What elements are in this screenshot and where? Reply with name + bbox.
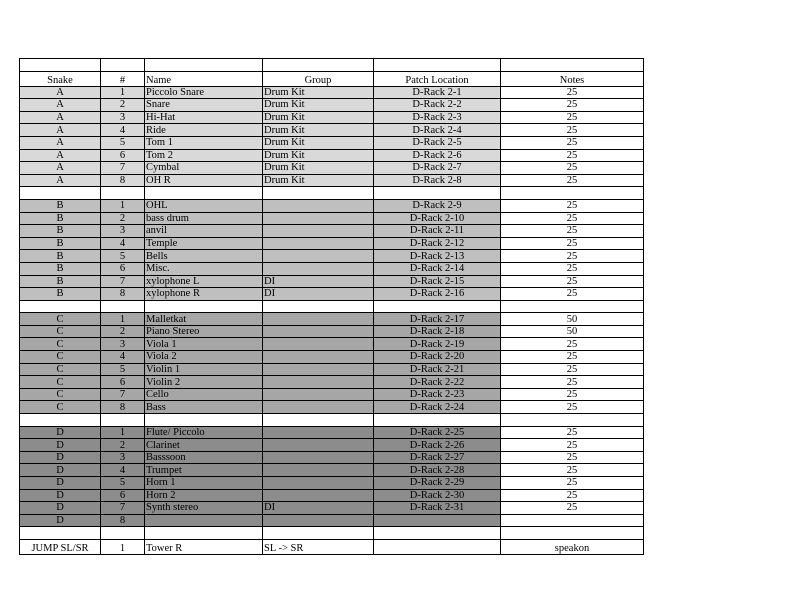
cell-group[interactable]: Drum Kit [263,124,374,137]
header-row [20,71,644,86]
blank-cell[interactable] [374,187,501,200]
table-row [20,162,644,175]
cell-patch[interactable] [374,539,501,554]
cell-num[interactable]: 8 [101,288,145,301]
cell-patch[interactable]: D-Rack 2-31 [374,502,501,515]
cell-snake[interactable]: A [20,136,101,149]
cell-snake[interactable]: A [20,86,101,99]
cell-notes[interactable]: 50 [501,313,644,326]
table-row [20,401,644,414]
cell-patch[interactable]: D-Rack 2-11 [374,225,501,238]
cell-notes[interactable]: 25 [501,363,644,376]
cell-notes[interactable]: 25 [501,250,644,263]
cell-num[interactable]: 3 [101,451,145,464]
cell-patch[interactable]: D-Rack 2-4 [374,124,501,137]
cell-num[interactable]: 1 [101,199,145,212]
cell-patch[interactable]: D-Rack 2-17 [374,313,501,326]
cell-notes[interactable]: 25 [501,275,644,288]
cell-patch[interactable]: D-Rack 2-24 [374,401,501,414]
cell-name[interactable]: Tom 1 [145,136,263,149]
cell-notes[interactable]: 25 [501,502,644,515]
header-group[interactable]: Group [263,71,374,86]
blank-row [20,414,644,427]
cell-group[interactable] [263,262,374,275]
cell-snake[interactable]: C [20,338,101,351]
cell-name[interactable]: Temple [145,237,263,250]
cell-patch[interactable]: D-Rack 2-12 [374,237,501,250]
cell-name[interactable]: Piccolo Snare [145,86,263,99]
cell-notes[interactable]: 25 [501,439,644,452]
table-row [20,225,644,238]
cell-snake[interactable]: A [20,99,101,112]
cell-patch[interactable]: D-Rack 2-10 [374,212,501,225]
cell-patch[interactable]: D-Rack 2-18 [374,325,501,338]
cell-patch[interactable]: D-Rack 2-20 [374,351,501,364]
table-row [20,313,644,326]
cell-name[interactable]: xylophone R [145,288,263,301]
blank-cell[interactable] [263,527,374,540]
blank-cell[interactable] [263,187,374,200]
cell-patch[interactable]: D-Rack 2-27 [374,451,501,464]
cell-group[interactable]: DI [263,288,374,301]
cell-group[interactable]: Drum Kit [263,174,374,187]
table-row [20,288,644,301]
cell-group[interactable]: SL -> SR [263,539,374,554]
cell-patch[interactable]: D-Rack 2-5 [374,136,501,149]
cell-notes[interactable]: 25 [501,489,644,502]
cell-group[interactable] [263,237,374,250]
cell-notes[interactable]: 25 [501,86,644,99]
cell-patch[interactable]: D-Rack 2-29 [374,477,501,490]
header-snake[interactable]: Snake [20,71,101,86]
cell-num[interactable]: 4 [101,237,145,250]
cell-group[interactable] [263,313,374,326]
header-name[interactable]: Name [145,71,263,86]
cell-snake[interactable]: A [20,124,101,137]
cell-name[interactable]: Malletkat [145,313,263,326]
cell-notes[interactable]: 25 [501,136,644,149]
blank-cell[interactable] [101,527,145,540]
cell-num[interactable]: 3 [101,225,145,238]
cell-notes[interactable]: speakon [501,539,644,554]
cell-name[interactable]: xylophone L [145,275,263,288]
table-row [20,338,644,351]
cell-patch[interactable]: D-Rack 2-7 [374,162,501,175]
table-row [20,111,644,124]
cell-patch[interactable]: D-Rack 2-21 [374,363,501,376]
cell-num[interactable]: 3 [101,111,145,124]
cell-snake[interactable]: D [20,489,101,502]
cell-notes[interactable]: 25 [501,401,644,414]
blank-cell[interactable] [101,414,145,427]
cell-group[interactable] [263,464,374,477]
cell-name[interactable]: Tom 2 [145,149,263,162]
cell-notes[interactable]: 25 [501,225,644,238]
cell-notes[interactable]: 25 [501,99,644,112]
cell-snake[interactable]: C [20,376,101,389]
cell-num[interactable]: 7 [101,275,145,288]
cell-patch[interactable]: D-Rack 2-9 [374,199,501,212]
cell-notes[interactable]: 25 [501,477,644,490]
cell-snake[interactable]: B [20,288,101,301]
cell-group[interactable]: Drum Kit [263,149,374,162]
blank-row [20,187,644,200]
cell-snake[interactable]: C [20,401,101,414]
cell-patch[interactable]: D-Rack 2-1 [374,86,501,99]
table-row [20,149,644,162]
cell-name[interactable]: Cello [145,388,263,401]
cell-name[interactable]: Clarinet [145,439,263,452]
cell-num[interactable]: 3 [101,338,145,351]
cell-group[interactable] [263,477,374,490]
cell-snake[interactable]: C [20,325,101,338]
cell-snake[interactable]: D [20,426,101,439]
table-row [20,363,644,376]
cell-snake[interactable]: C [20,351,101,364]
cell-name[interactable]: Bells [145,250,263,263]
cell-group[interactable]: Drum Kit [263,111,374,124]
cell-num[interactable]: 7 [101,502,145,515]
blank-cell[interactable] [501,187,644,200]
cell-notes[interactable] [501,514,644,527]
cell-patch[interactable]: D-Rack 2-25 [374,426,501,439]
cell-snake[interactable]: B [20,250,101,263]
cell-notes[interactable]: 25 [501,351,644,364]
cell-num[interactable]: 2 [101,439,145,452]
patch-sheet-table [19,58,644,555]
table-row [20,199,644,212]
blank-cell[interactable] [374,414,501,427]
header-patch[interactable]: Patch Location [374,71,501,86]
blank-cell[interactable] [501,414,644,427]
cell-num[interactable]: 2 [101,99,145,112]
table-row [20,325,644,338]
cell-snake[interactable]: B [20,199,101,212]
cell-patch[interactable]: D-Rack 2-14 [374,262,501,275]
cell-patch[interactable]: D-Rack 2-23 [374,388,501,401]
blank-cell[interactable] [145,527,263,540]
cell-num[interactable]: 8 [101,174,145,187]
cell-name[interactable] [145,514,263,527]
cell-patch[interactable]: D-Rack 2-3 [374,111,501,124]
cell-group[interactable] [263,325,374,338]
cell-notes[interactable]: 25 [501,111,644,124]
cell-patch[interactable]: D-Rack 2-26 [374,439,501,452]
cell-notes[interactable]: 25 [501,162,644,175]
cell-num[interactable]: 4 [101,464,145,477]
cell-name[interactable]: OHL [145,199,263,212]
cell-notes[interactable]: 25 [501,376,644,389]
cell-name[interactable]: Viola 2 [145,351,263,364]
cell-snake[interactable]: A [20,149,101,162]
cell-patch[interactable]: D-Rack 2-16 [374,288,501,301]
cell-name[interactable]: Ride [145,124,263,137]
cell-snake[interactable]: JUMP SL/SR [20,539,101,554]
cell-num[interactable]: 6 [101,262,145,275]
cell-group[interactable] [263,388,374,401]
blank-cell[interactable] [263,414,374,427]
cell-patch[interactable]: D-Rack 2-13 [374,250,501,263]
cell-notes[interactable]: 25 [501,338,644,351]
table-row [20,502,644,515]
cell-name[interactable]: Tower R [145,539,263,554]
cell-snake[interactable]: B [20,212,101,225]
cell-snake[interactable]: D [20,439,101,452]
cell-notes[interactable]: 25 [501,288,644,301]
cell-patch[interactable]: D-Rack 2-28 [374,464,501,477]
blank-cell[interactable] [145,300,263,313]
cell-patch[interactable]: D-Rack 2-8 [374,174,501,187]
cell-snake[interactable]: D [20,477,101,490]
cell-num[interactable]: 7 [101,162,145,175]
cell-name[interactable]: anvil [145,225,263,238]
cell-name[interactable]: Viola 1 [145,338,263,351]
jump-row [20,539,644,554]
blank-cell[interactable] [20,187,101,200]
table-row [20,275,644,288]
cell-name[interactable]: bass drum [145,212,263,225]
cell-notes[interactable]: 25 [501,149,644,162]
cell-snake[interactable]: D [20,451,101,464]
cell-group[interactable]: DI [263,502,374,515]
cell-group[interactable] [263,363,374,376]
cell-snake[interactable]: C [20,388,101,401]
blank-cell[interactable] [145,187,263,200]
cell-name[interactable]: Piano Stereo [145,325,263,338]
blank-cell[interactable] [374,527,501,540]
table-row [20,136,644,149]
cell-name[interactable]: Synth stereo [145,502,263,515]
cell-notes[interactable]: 50 [501,325,644,338]
cell-patch[interactable]: D-Rack 2-2 [374,99,501,112]
table-row [20,99,644,112]
table-row [20,351,644,364]
cell-num[interactable]: 4 [101,124,145,137]
table-row [20,124,644,137]
table-row [20,250,644,263]
blank-cell[interactable] [20,527,101,540]
cell-group[interactable] [263,351,374,364]
table-row [20,212,644,225]
cell-group[interactable] [263,514,374,527]
cell-num[interactable]: 1 [101,426,145,439]
cell-num[interactable]: 5 [101,477,145,490]
cell-num[interactable]: 1 [101,539,145,554]
cell-patch[interactable]: D-Rack 2-15 [374,275,501,288]
blank-cell[interactable] [20,300,101,313]
cell-num[interactable]: 4 [101,351,145,364]
cell-num[interactable]: 5 [101,250,145,263]
cell-num[interactable]: 5 [101,363,145,376]
cell-name[interactable]: Violin 2 [145,376,263,389]
cell-num[interactable]: 6 [101,376,145,389]
cell-name[interactable]: Violin 1 [145,363,263,376]
cell-group[interactable] [263,489,374,502]
blank-cell[interactable] [20,414,101,427]
cell-name[interactable]: Bass [145,401,263,414]
blank-cell[interactable] [501,527,644,540]
cell-group[interactable] [263,225,374,238]
cell-name[interactable]: Snare [145,99,263,112]
cell-num[interactable]: 5 [101,136,145,149]
cell-group[interactable] [263,250,374,263]
cell-group[interactable] [263,199,374,212]
cell-num[interactable]: 7 [101,388,145,401]
cell-name[interactable]: Misc. [145,262,263,275]
cell-name[interactable]: Horn 1 [145,477,263,490]
cell-num[interactable]: 1 [101,86,145,99]
blank-cell[interactable] [101,300,145,313]
header-num[interactable]: # [101,71,145,86]
blank-row [20,300,644,313]
cell-num[interactable]: 1 [101,313,145,326]
cell-group[interactable] [263,426,374,439]
cell-notes[interactable]: 25 [501,212,644,225]
cell-num[interactable]: 6 [101,489,145,502]
cell-snake[interactable]: B [20,237,101,250]
cell-snake[interactable]: C [20,363,101,376]
table-row [20,426,644,439]
cell-notes[interactable]: 25 [501,426,644,439]
table-row [20,388,644,401]
cell-group[interactable] [263,439,374,452]
table-row [20,451,644,464]
table-row [20,439,644,452]
cell-notes[interactable]: 25 [501,199,644,212]
cell-snake[interactable]: B [20,275,101,288]
cell-snake[interactable]: A [20,111,101,124]
table-row [20,237,644,250]
table-row [20,376,644,389]
cell-patch[interactable]: D-Rack 2-6 [374,149,501,162]
cell-notes[interactable]: 25 [501,262,644,275]
blank-cell[interactable] [145,414,263,427]
cell-notes[interactable]: 25 [501,237,644,250]
cell-num[interactable]: 2 [101,325,145,338]
cell-group[interactable]: Drum Kit [263,86,374,99]
cell-group[interactable] [263,338,374,351]
table-row [20,174,644,187]
blank-cell[interactable] [374,300,501,313]
table-row [20,489,644,502]
blank-row [20,527,644,540]
cell-snake[interactable]: B [20,262,101,275]
cell-patch[interactable]: D-Rack 2-22 [374,376,501,389]
cell-snake[interactable]: D [20,514,101,527]
cell-notes[interactable]: 25 [501,388,644,401]
header-notes[interactable]: Notes [501,71,644,86]
cell-name[interactable]: OH R [145,174,263,187]
blank-cell[interactable] [101,187,145,200]
cell-name[interactable]: Flute/ Piccolo [145,426,263,439]
cell-notes[interactable]: 25 [501,124,644,137]
cell-name[interactable]: Basssoon [145,451,263,464]
table-row [20,86,644,99]
cell-snake[interactable]: B [20,225,101,238]
cell-group[interactable]: Drum Kit [263,162,374,175]
table-row [20,477,644,490]
cell-snake[interactable]: D [20,464,101,477]
cell-name[interactable]: Hi-Hat [145,111,263,124]
cell-patch[interactable]: D-Rack 2-19 [374,338,501,351]
cell-patch[interactable]: D-Rack 2-30 [374,489,501,502]
blank-cell[interactable] [263,300,374,313]
table-row [20,464,644,477]
cell-group[interactable] [263,401,374,414]
cell-patch[interactable] [374,514,501,527]
blank-cell[interactable] [501,300,644,313]
cell-num[interactable]: 2 [101,212,145,225]
top-blank-row [20,59,644,72]
cell-notes[interactable]: 25 [501,174,644,187]
cell-num[interactable]: 8 [101,401,145,414]
cell-notes[interactable]: 25 [501,464,644,477]
cell-group[interactable] [263,212,374,225]
cell-name[interactable]: Cymbal [145,162,263,175]
cell-snake[interactable]: A [20,174,101,187]
cell-num[interactable]: 6 [101,149,145,162]
cell-snake[interactable]: D [20,502,101,515]
cell-group[interactable]: Drum Kit [263,99,374,112]
cell-group[interactable]: Drum Kit [263,136,374,149]
cell-group[interactable] [263,376,374,389]
cell-group[interactable] [263,451,374,464]
cell-notes[interactable]: 25 [501,451,644,464]
cell-name[interactable]: Trumpet [145,464,263,477]
cell-name[interactable]: Horn 2 [145,489,263,502]
table-row [20,262,644,275]
cell-group[interactable]: DI [263,275,374,288]
cell-snake[interactable]: C [20,313,101,326]
cell-snake[interactable]: A [20,162,101,175]
table-row [20,514,644,527]
cell-num[interactable]: 8 [101,514,145,527]
